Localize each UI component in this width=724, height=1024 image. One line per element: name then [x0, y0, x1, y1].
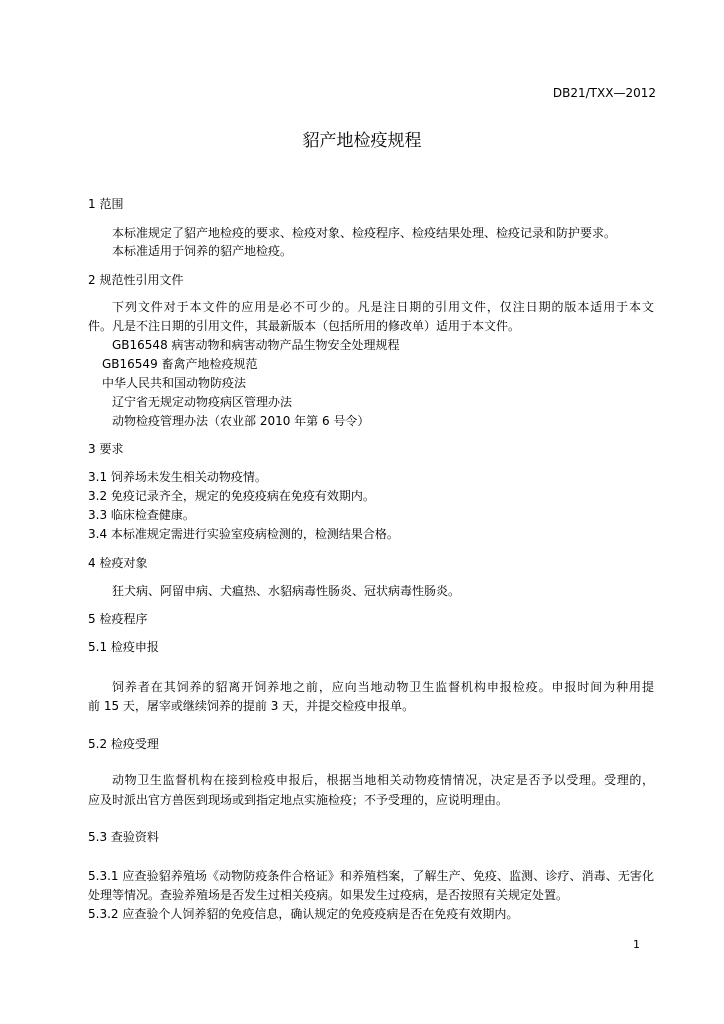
section-1-paragraph-1: 本标准规定了貂产地检疫的要求、检疫对象、检疫程序、检疫结果处理、检疫记录和防护要求。 — [112, 226, 617, 240]
section-5-3-2: 5.3.2 应查验个人饲养貂的免疫信息，确认规定的免疫疫病是否在免疫有效期内。 — [88, 907, 519, 921]
section-2-paragraph-line-1: 下列文件对于本文件的应用是必不可少的。凡是注日期的引用文件，仅注日期的版本适用于本文 — [112, 300, 654, 314]
reference-gb16548: GB16548 病害动物和病害动物产品生物安全处理规程 — [112, 338, 400, 352]
section-5-2-heading: 5.2 检疫受理 — [88, 737, 159, 751]
section-2-paragraph-line-2: 件。凡是不注日期的引用文件，其最新版本（包括所用的修改单）适用于本文件。 — [88, 319, 521, 333]
reference-liaoning-rules: 辽宁省无规定动物疫病区管理办法 — [112, 395, 293, 409]
requirement-3-4: 3.4 本标准规定需进行实验室疫病检测的，检测结果合格。 — [88, 527, 399, 541]
page-number: 1 — [633, 938, 640, 951]
section-5-2-line-1: 动物卫生监督机构在接到检疫申报后，根据当地相关动物疫情情况，决定是否予以受理。受理的， — [112, 773, 654, 787]
reference-animal-epidemic-law: 中华人民共和国动物防疫法 — [102, 376, 247, 390]
requirement-3-3: 3.3 临床检查健康。 — [88, 508, 195, 522]
section-5-heading: 5 检疫程序 — [88, 612, 148, 626]
section-5-2-line-2: 应及时派出官方兽医到现场或到指定地点实施检疫；不予受理的，应说明理由。 — [88, 793, 509, 807]
reference-gb16549: GB16549 畜禽产地检疫规范 — [102, 357, 258, 371]
section-5-3-1-line-1: 5.3.1 应查验貂养殖场《动物防疫条件合格证》和养殖档案，了解生产、免疫、监测、诊疗、消毒、无害化 — [88, 869, 654, 883]
section-4-heading: 4 检疫对象 — [88, 556, 148, 570]
section-5-3-1-line-2: 处理等情况。查验养殖场是否发生过相关疫病。如果发生过疫病，是否按照有关规定处置。 — [88, 888, 569, 902]
section-5-1-line-2: 前 15 天，屠宰或继续饲养的提前 3 天，并提交检疫申报单。 — [88, 699, 415, 713]
section-2-heading: 2 规范性引用文件 — [88, 273, 184, 287]
standard-code: DB21/TXX—2012 — [552, 86, 656, 100]
section-5-1-heading: 5.1 检疫申报 — [88, 640, 159, 654]
section-1-heading: 1 范围 — [88, 197, 124, 211]
section-5-3-heading: 5.3 查验资料 — [88, 830, 159, 844]
section-5-1-line-1: 饲养者在其饲养的貂离开饲养地之前，应向当地动物卫生监督机构申报检疫。申报时间为种用提 — [112, 680, 654, 694]
reference-quarantine-measures: 动物检疫管理办法（农业部 2010 年第 6 号令） — [112, 414, 370, 428]
quarantine-targets: 狂犬病、阿留申病、犬瘟热、水貂病毒性肠炎、冠状病毒性肠炎。 — [112, 584, 461, 598]
section-1-paragraph-2: 本标准适用于饲养的貂产地检疫。 — [112, 244, 293, 258]
document-title: 貂产地检疫规程 — [302, 131, 422, 151]
section-3-heading: 3 要求 — [88, 442, 124, 456]
requirement-3-1: 3.1 饲养场未发生相关动物疫情。 — [88, 470, 267, 484]
requirement-3-2: 3.2 免疫记录齐全，规定的免疫疫病在免疫有效期内。 — [88, 489, 375, 503]
